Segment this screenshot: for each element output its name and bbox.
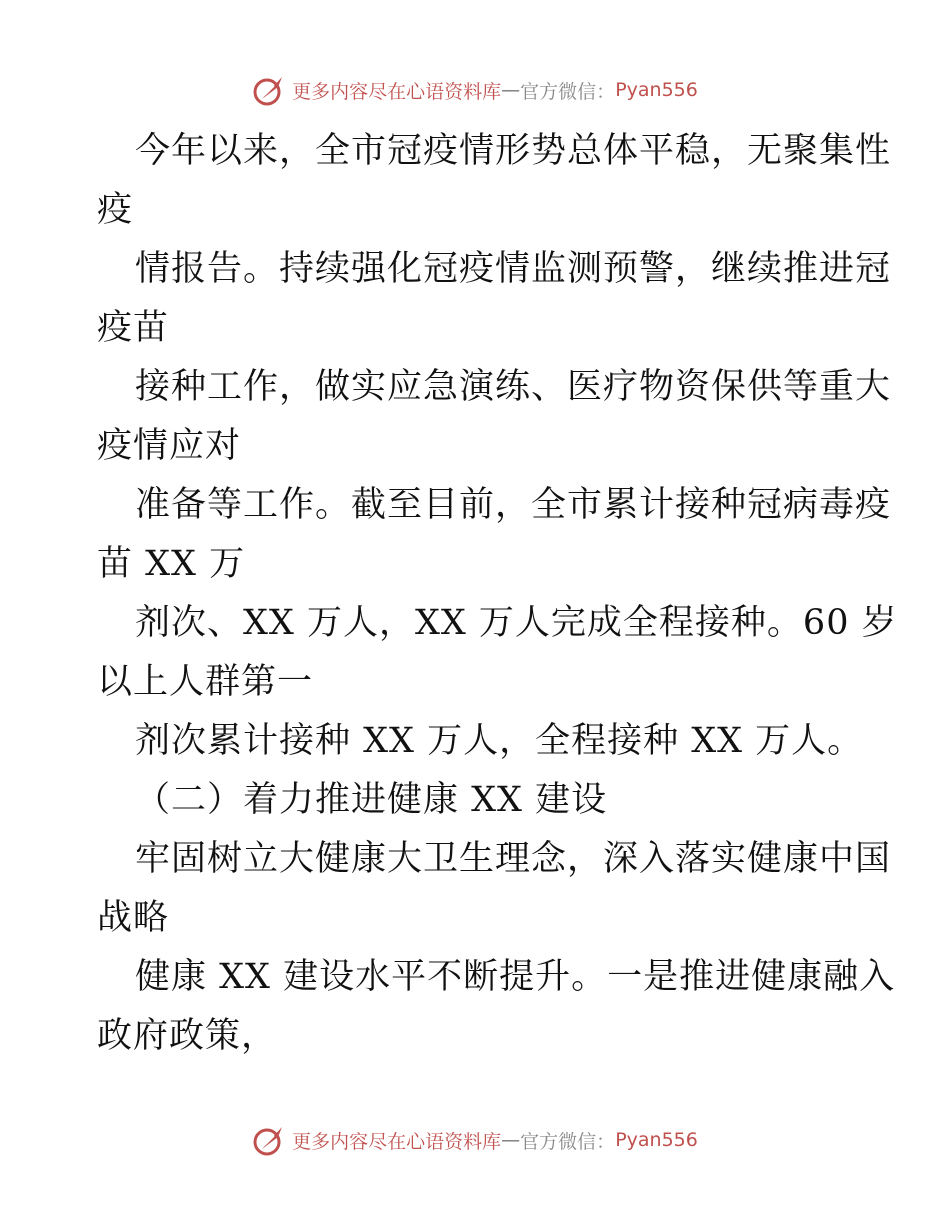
banner-wechat-label: 官方微信： (520, 80, 616, 103)
banner-text: 更多内容尽在心语资料库 (292, 1130, 502, 1153)
body-line: 疫情应对 (97, 426, 242, 466)
footer-banner (0, 1120, 950, 1160)
banner-separator: — (501, 1129, 521, 1151)
section-heading: （二）着力推进健康 XX 建设 (135, 780, 608, 820)
body-line: 苗 XX 万 (97, 544, 246, 584)
banner-wechat-label: 官方微信： (520, 1130, 616, 1153)
banner-separator: — (501, 79, 521, 101)
body-line: 接种工作，做实应急演练、医疗物资保供等重大 (135, 367, 892, 407)
quill-logo-icon (252, 1123, 286, 1157)
body-line: 准备等工作。截至目前，全市累计接种冠病毒疫 (135, 485, 892, 525)
body-line: 战略 (97, 898, 170, 938)
body-line: 牢固树立大健康大卫生理念，深入落实健康中国 (135, 839, 892, 879)
body-line: 剂次累计接种 XX 万人，全程接种 XX 万人。 (135, 721, 864, 761)
body-line: 疫苗 (97, 308, 170, 348)
banner-wechat-id: Pyan556 (615, 79, 698, 101)
body-line: 健康 XX 建设水平不断提升。一是推进健康融入 (135, 957, 896, 997)
document-body (97, 122, 898, 1066)
body-line: 情报告。持续强化冠疫情监测预警，继续推进冠 (135, 249, 892, 289)
header-banner (0, 70, 950, 110)
quill-logo-icon (252, 73, 286, 107)
banner-wechat-id: Pyan556 (615, 1129, 698, 1151)
body-line: 疫 (97, 190, 134, 230)
body-line: 剂次、XX 万人，XX 万人完成全程接种。60 岁 (135, 603, 898, 643)
body-line: 今年以来，全市冠疫情形势总体平稳，无聚集性 (135, 131, 892, 171)
body-line: 以上人群第一 (97, 662, 314, 702)
body-line: 政府政策， (97, 1016, 278, 1056)
banner-text: 更多内容尽在心语资料库 (292, 80, 502, 103)
